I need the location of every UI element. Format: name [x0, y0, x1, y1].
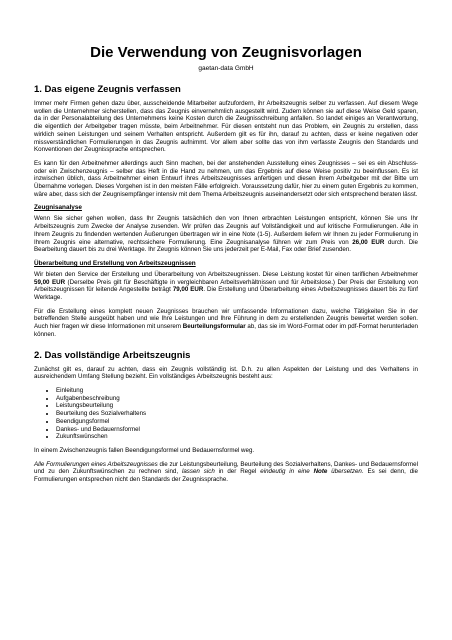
p3-d: in der Regel [214, 468, 261, 476]
zeugnis-parts-list [34, 387, 418, 441]
ueberarbeitung-p2-b: ab, das sie im Word-Format oder im pdf-Format herunterladen können. [34, 323, 419, 338]
section-1-paragraph-1: Immer mehr Firmen gehen dazu über, ausscheidende Mitarbeiter aufzufordern, ihr Arbeitszeugnis selber zu verfassen. Auf diesem Wege wollen die Unternehmer sicherstellen, dass das Zeugnis einvernehmlich ausgestellt wird. Zudem können sie auf diese Weise Geld sparen, da in der Personalabteilung des Unternehmens keine Kosten durch die Zeugnisschreibung anfallen. So landet einiges an Verantwortung, die eigentlich der Arbeitgeber tragen müsste, beim Arbeitnehmer. Für diesen entsteht nun das Problem, ein Zeugnis zu erstellen, dass wirklich seinen Leistungen und seinem Verhalten entspricht. Außerdem gilt es für ihn, darauf zu achten, dass er keine negativen oder missverständlichen Formulierungen in das Zeugnis aufnimmt. Vor allem aber sollte das von ihm verfasste Zeugnis den Standards und Konventionen der Zeugnissprache entsprechen. [34, 100, 418, 154]
list-item: • Leistungsbeurteilung [56, 402, 418, 410]
ueberarbeitung-heading: Überarbeitung und Erstellung von Arbeitszeugnissen [34, 259, 196, 267]
zeugnisanalyse-text-b: durch. Die Bearbeitung dauert bis zu drei Werktage. Ihr Zeugnis können Sie uns jederzeit per E-Mail, Fax oder Brief zusenden. [34, 238, 418, 254]
ueberarbeitung-price-1: 59,00 EUR [34, 278, 66, 286]
page-title: Die Verwendung von Zeugnisvorlagen [90, 44, 362, 61]
p3-f: Note [313, 468, 328, 476]
ueberarbeitung-text-a: Wir bieten den Service der Erstellung und Überarbeitung von Arbeitszeugnissen. Diese Leistung kostet für einen tariflichen Arbeitnehmer [34, 270, 418, 278]
zeugnisanalyse-paragraph [34, 215, 418, 254]
list-item: • Dankes- und Bedauernsformel [56, 426, 418, 434]
p3-a: Alle Formulierungen eines Arbeitszeugnisses [34, 460, 158, 468]
list-item: • Einleitung [56, 387, 418, 395]
p3-c: lassen sich [181, 468, 215, 476]
p3-h: . Es sei denn, die Formulierungen entsprechen nicht den Standards der Zeugnissprache. [34, 468, 418, 484]
ueberarbeitung-paragraph-1 [34, 271, 418, 302]
section-2-paragraph-3 [34, 461, 418, 484]
section-1-heading: 1. Das eigene Zeugnis verfassen [34, 84, 181, 95]
list-item: • Beendigungsformel [56, 418, 418, 426]
list-item: • Beurteilung des Sozialverhaltens [56, 410, 418, 418]
section-2-heading: 2. Das vollständige Arbeitszeugnis [34, 349, 191, 361]
list-item: • Aufgabenbeschreibung [56, 395, 418, 403]
zeugnisanalyse-price: 26,00 EUR [352, 238, 385, 246]
company-name: gaetan-data GmbH [198, 65, 254, 72]
section-1-paragraph-2: Es kann für den Arbeitnehmer allerdings auch Sinn machen, bei der anstehenden Ausstellung eines Zeugnisses – sei es ein Abschluss- oder ein Zwischenzeugnis – selber das Heft in die Hand zu nehmen, um das Ergebnis auf diese Weise positiv zu beeinflussen. Es ist inzwischen üblich, dass Arbeitnehmer einen Entwurf ihres Arbeitszeugnisses anfertigen und diesen ihrem Arbeitgeber mit der Bitte um Übernahme vorlegen. Dieses Vorgehen ist in den meisten Fälle erfolgreich. Voraussetzung dafür, hier zu einem guten Ergebnis zu kommen, wäre aber, dass sich der Zeugnisempfänger intensiv mit dem Thema Arbeitszeugnis auseinandersetzt oder sich entsprechend beraten lässt. [34, 159, 418, 198]
zeugnisanalyse-text-a: Wenn Sie sicher gehen wollen, dass Ihr Zeugnis tatsächlich den von Ihnen erbrachten Leistungen entspricht, können Sie uns Ihr Arbeitszeugnis zum Zwecke der Analyse zusenden. Wir prüfen das Zeugnis auf Vollständigkeit und auf kritische Formulierungen. Alle in Ihrem Zeugnis zu findenden wertenden Äußerungen übertragen wir in eine Note (1-5). Außerdem liefern wir Ihnen zu jeder Formulierung in Ihrem Zeugnis eine alternative, rechtssichere Formulierung. Eine Zeugnisanalyse führen wir zum Preis von [34, 215, 418, 246]
beurteilungsformular-link[interactable]: Beurteilungsformular [182, 323, 246, 331]
ueberarbeitung-text-b: (Derselbe Preis gilt für Beschäftigte in vergleichbaren Arbeitsverhältnissen und für Arbeitslose.) Der Preis der Erstellung von Arbeitszeugnissen für leitende Angestellte beträgt [34, 278, 418, 294]
zeugnisanalyse-heading: Zeugnisanalyse [34, 204, 82, 212]
ueberarbeitung-paragraph-2 [34, 308, 418, 339]
p3-b: die zur Leistungsbeurteilung, Beurteilung des Sozialverhaltens, Dankes- und Bedauernsformel und zu den Zukunftswünschen zu rechnen sind, [34, 460, 418, 476]
p3-e: eindeutig in eine [260, 468, 314, 476]
list-item: • Zukunftswünschen [56, 433, 418, 441]
section-2-paragraph-1: Zunächst gilt es, darauf zu achten, dass ein Zeugnis vollständig ist. D.h. zu allen Aspekten der Leistung und des Verhaltens in ausreichendem Umfang Stellung bezieht. Ein vollständiges Arbeitszeugnis besteht aus: [34, 365, 418, 381]
ueberarbeitung-price-2: 79,00 EUR [172, 286, 204, 294]
ueberarbeitung-text-c: . Die Erstellung und Überarbeitung eines Arbeitszeugnisses dauert bis zu fünf Werktage. [34, 286, 418, 302]
ueberarbeitung-p2-a: Für die Erstellung eines komplett neuen Zeugnisses brauchen wir umfassende Informationen dazu, welche Tätigkeiten Sie in der betreffenden Stelle ausgeübt haben und wie Ihre Leistungen und Ihre Führung in dem zu erstellenden Zeugnis bewertet werden sollen. Auch hier fragen wir diese Informationen mit unserem [34, 307, 418, 331]
p3-g: übersetzen [327, 468, 362, 476]
section-2-paragraph-2: In einem Zwischenzeugnis fallen Beendigungsformel und Bedauernsformel weg. [34, 446, 255, 454]
